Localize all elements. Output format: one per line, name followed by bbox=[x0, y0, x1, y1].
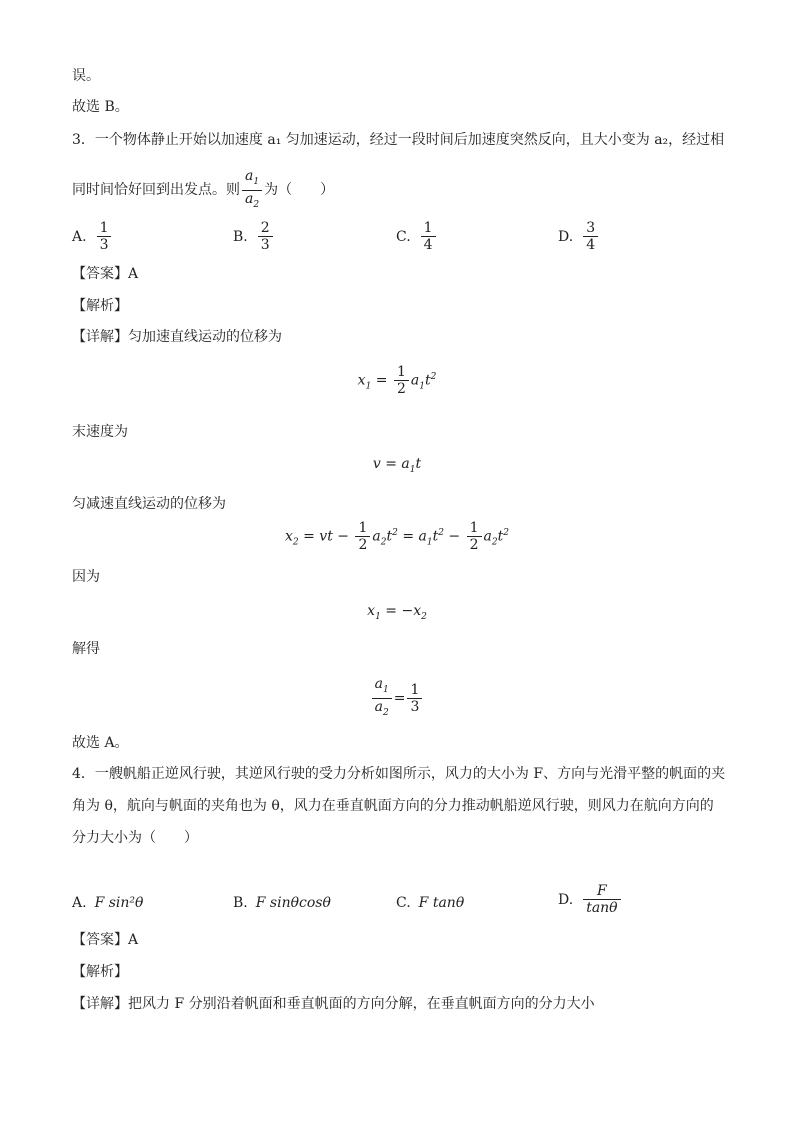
q3-stem-line1: 3．一个物体静止开始以加速度 a₁ 匀加速运动，经过一段时间后加速度突然反向，且大小变为 a₂，经过相 bbox=[72, 132, 725, 148]
q3-choose: 故选 A。 bbox=[72, 735, 129, 751]
prev-choose: 故选 B。 bbox=[72, 99, 129, 115]
q3-option-c bbox=[396, 220, 438, 253]
q4-option-d bbox=[558, 883, 623, 916]
q3-option-b bbox=[233, 220, 275, 253]
q4-option-b bbox=[233, 895, 331, 911]
q3-option-c-label: C. bbox=[396, 228, 411, 245]
q3-equation-x1: $x_1$ = $\frac{1}{2}$ $a_1t^2$ bbox=[357, 364, 437, 397]
q3-ratio-fraction: $\frac{a_1}{a_2}$ bbox=[242, 168, 262, 213]
q3-option-b-den: 3 bbox=[258, 236, 273, 253]
q4-option-b-label: B. bbox=[233, 895, 248, 911]
q3-equation-v: $v = a_1t$ bbox=[372, 456, 422, 475]
q3-stem-line2 bbox=[72, 168, 334, 213]
q3-option-d-num: 3 bbox=[586, 220, 596, 236]
q3-option-c-fraction bbox=[421, 220, 436, 253]
q3-detail: 【详解】匀加速直线运动的位移为 bbox=[72, 329, 282, 345]
q3-stem-line2-post: 为（ ） bbox=[264, 182, 335, 199]
q4-option-c-expr: F tanθ bbox=[418, 895, 465, 911]
q4-option-a bbox=[72, 895, 143, 911]
q4-analysis-heading: 【解析】 bbox=[72, 964, 128, 980]
prev-answer-tail: 误。 bbox=[72, 68, 100, 84]
q4-stem-line3: 分力大小为（ ） bbox=[72, 830, 198, 846]
q3-option-a-fraction bbox=[97, 220, 112, 253]
q4-stem-line2: 角为 θ，航向与帆面的夹角也为 θ，风力在垂直帆面方向的分力推动帆船逆风行驶，则风力在航向方向的 bbox=[72, 798, 714, 814]
q3-option-a-den: 3 bbox=[97, 236, 112, 253]
q3-equation-result: $\frac{a_1}{a_2}$ = $\frac{1}{3}$ bbox=[0, 676, 794, 721]
q3-option-d-fraction bbox=[583, 220, 598, 253]
q3-answer: 【答案】A bbox=[72, 266, 139, 282]
q4-stem-line1: 4．一艘帆船正逆风行驶，其逆风行驶的受力分析如图所示，风力的大小为 F、方向与光滑平整的帆面的夹 bbox=[72, 766, 726, 782]
q3-option-b-fraction bbox=[258, 220, 273, 253]
q4-option-a-expr: F sin²θ bbox=[94, 895, 144, 911]
q3-option-d bbox=[558, 220, 600, 253]
q3-because-label: 因为 bbox=[72, 569, 100, 585]
q3-option-b-num: 2 bbox=[260, 220, 270, 236]
q3-option-c-num: 1 bbox=[423, 220, 433, 236]
q3-end-velocity-label: 末速度为 bbox=[72, 424, 128, 440]
q4-option-d-num: F bbox=[597, 883, 607, 899]
q4-option-b-expr: F sinθcosθ bbox=[255, 895, 331, 911]
q4-option-d-fraction bbox=[583, 883, 620, 916]
q4-detail: 【详解】把风力 F 分别沿着帆面和垂直帆面的方向分解，在垂直帆面方向的分力大小 bbox=[72, 996, 595, 1012]
q3-option-b-label: B. bbox=[233, 228, 248, 245]
q3-option-c-den: 4 bbox=[421, 236, 436, 253]
q4-option-d-label: D. bbox=[558, 891, 574, 908]
q3-option-d-label: D. bbox=[558, 228, 574, 245]
q3-decel-label: 匀减速直线运动的位移为 bbox=[72, 496, 226, 512]
q3-option-a bbox=[72, 220, 113, 253]
q4-option-c bbox=[396, 895, 464, 911]
q4-option-a-label: A. bbox=[72, 895, 87, 911]
q4-answer: 【答案】A bbox=[72, 932, 139, 948]
q3-option-a-num: 1 bbox=[99, 220, 109, 236]
q4-option-d-den: tanθ bbox=[583, 899, 620, 916]
q3-equation-x2: $x_2$ = vt − $\frac{1}{2}$ $a_2t^2 = a_1t^2$ − $\frac{1}{2}$ $a_2t^2$ bbox=[285, 520, 509, 553]
q3-equation-relation: $x_1 = -x_2$ bbox=[367, 603, 427, 622]
q3-option-a-label: A. bbox=[72, 228, 87, 245]
q3-stem-line2-pre: 同时间恰好回到出发点。则 bbox=[72, 182, 240, 199]
q3-analysis-heading: 【解析】 bbox=[72, 298, 128, 314]
q3-solve-label: 解得 bbox=[72, 641, 100, 657]
q3-option-d-den: 4 bbox=[583, 236, 598, 253]
q4-option-c-label: C. bbox=[396, 895, 411, 911]
